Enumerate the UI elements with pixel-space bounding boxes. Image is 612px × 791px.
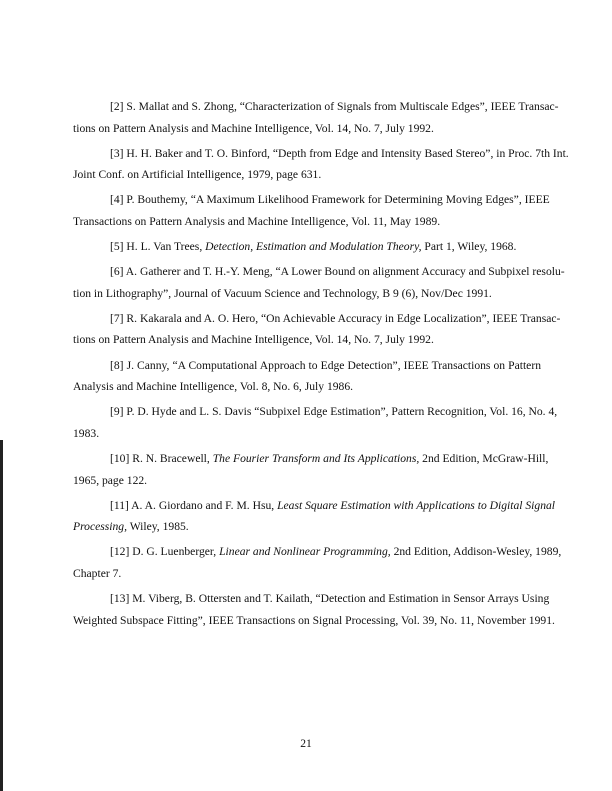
reference-text: tion in Lithography”, Journal of Vacuum Science and Technology, B 9 (6), Nov/Dec 1991.	[73, 286, 492, 300]
reference-text: tions on Pattern Analysis and Machine Intelligence, Vol. 14, No. 7, July 1992.	[73, 121, 434, 135]
reference-text: [5] H. L. Van Trees,	[110, 240, 206, 254]
reference-line	[73, 118, 541, 140]
reference-item	[73, 261, 565, 304]
reference-text: Transactions on Pattern Analysis and Machine Intelligence, Vol. 11, May 1989.	[73, 214, 441, 228]
reference-list	[73, 96, 569, 635]
reference-line	[73, 516, 541, 538]
reference-line	[73, 376, 541, 398]
reference-line	[73, 423, 541, 445]
reference-text: tions on Pattern Analysis and Machine Intelligence, Vol. 14, No. 7, July 1992.	[73, 333, 434, 347]
reference-item	[73, 308, 561, 351]
reference-text: [7] R. Kakarala and A. O. Hero, “On Achievable Accuracy in Edge Localization”, IEEE Transac-	[110, 311, 561, 325]
reference-text: [8] J. Canny, “A Computational Approach to Edge Detection”, IEEE Transactions on Pattern	[110, 358, 541, 372]
reference-text: Analysis and Machine Intelligence, Vol. 8, No. 6, July 1986.	[73, 380, 354, 394]
reference-item	[73, 355, 541, 398]
reference-line	[73, 563, 541, 585]
reference-line	[73, 329, 541, 351]
reference-line	[73, 96, 559, 118]
reference-item	[73, 588, 555, 631]
reference-title-italic: Least Square Estimation with Applications to Digital Signal	[277, 498, 556, 512]
reference-text: [13] M. Viberg, B. Ottersten and T. Kailath, “Detection and Estimation in Sensor Arrays Using	[110, 591, 550, 605]
reference-line	[73, 470, 541, 492]
reference-line	[73, 355, 541, 377]
reference-text: [2] S. Mallat and S. Zhong, “Characterization of Signals from Multiscale Edges”, IEEE Transac-	[110, 100, 559, 113]
reference-text: 2nd Edition, McGraw-Hill,	[419, 451, 549, 465]
reference-line	[73, 261, 565, 283]
reference-item	[73, 448, 549, 491]
reference-text: [12] D. G. Luenberger,	[110, 545, 220, 559]
reference-line	[73, 236, 541, 258]
reference-title-italic: The Fourier Transform and Its Applications,	[212, 451, 420, 465]
reference-line	[73, 588, 550, 610]
reference-line	[73, 401, 558, 423]
reference-text: [3] H. H. Baker and T. O. Binford, “Depth from Edge and Intensity Based Stereo”, in Proc. 7th Int.	[110, 146, 569, 160]
reference-line	[73, 164, 541, 186]
reference-text: [4] P. Bouthemy, “A Maximum Likelihood Framework for Determining Moving Edges”, IEEE	[110, 193, 550, 207]
reference-item	[73, 236, 541, 258]
reference-text: Part 1, Wiley, 1968.	[421, 240, 517, 254]
reference-text: [10] R. N. Bracewell,	[110, 451, 213, 465]
reference-item	[73, 495, 556, 538]
reference-line	[73, 541, 562, 563]
reference-text: 1983.	[73, 426, 100, 440]
reference-text: [9] P. D. Hyde and L. S. Davis “Subpixel Edge Estimation”, Pattern Recognition, Vol. 16, No. 4,	[110, 405, 558, 419]
reference-text: Weighted Subspace Fitting”, IEEE Transactions on Signal Processing, Vol. 39, No. 11, November 1991.	[73, 613, 555, 627]
reference-title-italic: Detection, Estimation and Modulation Theory,	[205, 240, 422, 254]
reference-text: Wiley, 1985.	[127, 520, 189, 534]
reference-title-italic: Processing,	[73, 520, 127, 534]
reference-line	[73, 283, 541, 305]
reference-line	[73, 610, 555, 632]
reference-line	[73, 211, 541, 233]
reference-text: Chapter 7.	[73, 566, 122, 580]
reference-text: Joint Conf. on Artificial Intelligence, 1979, page 631.	[73, 168, 322, 182]
reference-item	[73, 401, 558, 444]
reference-item	[73, 143, 569, 186]
reference-item	[73, 541, 562, 584]
reference-line	[73, 189, 550, 211]
reference-line	[73, 448, 549, 470]
reference-line	[73, 495, 556, 517]
reference-text: 2nd Edition, Addison-Wesley, 1989,	[390, 545, 562, 559]
reference-text: [6] A. Gatherer and T. H.-Y. Meng, “A Lower Bound on alignment Accuracy and Subpixel resolu-	[110, 265, 565, 279]
reference-line	[73, 308, 561, 330]
reference-item	[73, 189, 550, 232]
reference-text: 1965, page 122.	[73, 473, 148, 487]
reference-item	[73, 96, 559, 139]
page-number: 21	[300, 737, 312, 750]
reference-line	[73, 143, 569, 165]
reference-text: [11] A. A. Giordano and F. M. Hsu,	[110, 498, 278, 512]
reference-title-italic: Linear and Nonlinear Programming,	[219, 545, 391, 559]
